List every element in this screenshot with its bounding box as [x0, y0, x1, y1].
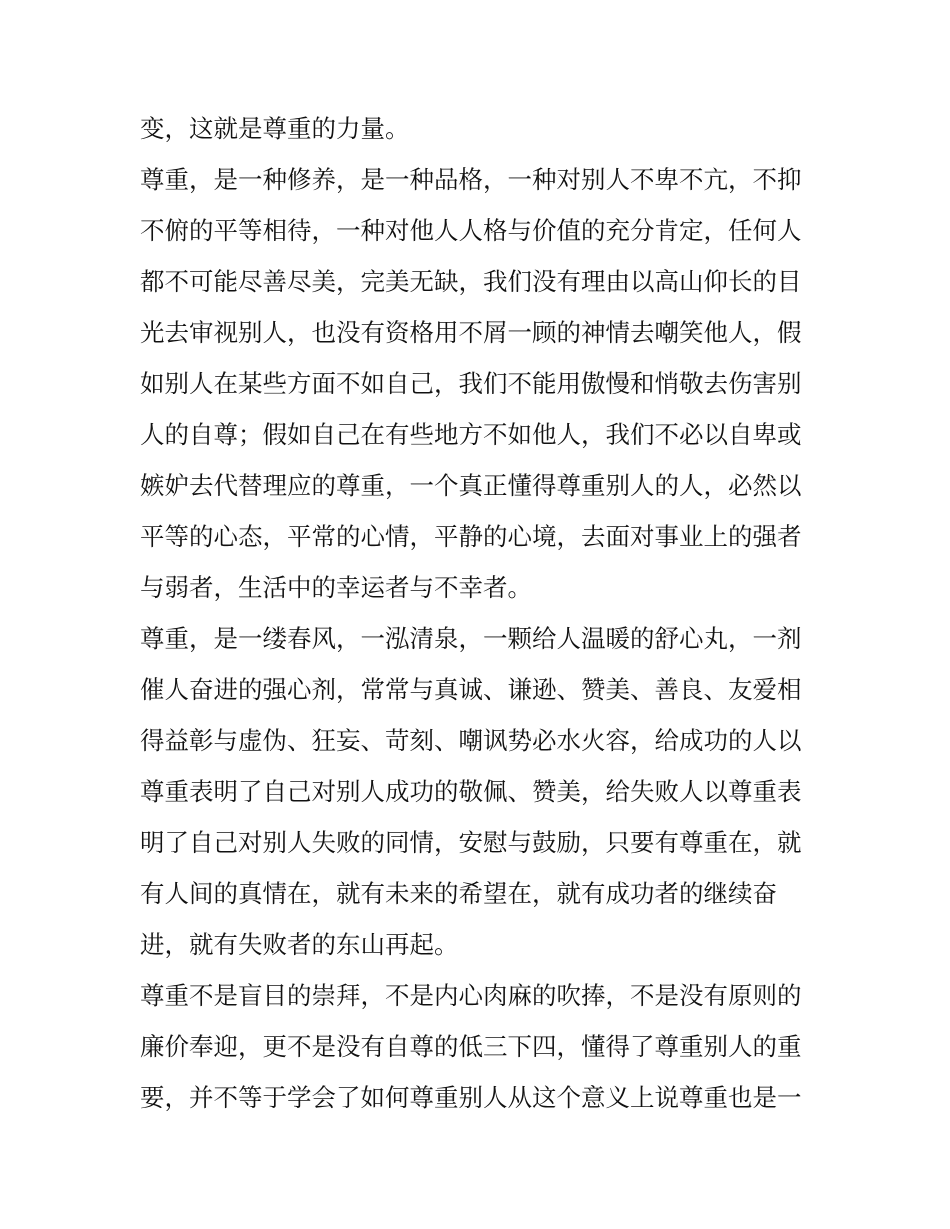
text-line: 得益彰与虚伪、狂妄、苛刻、嘲讽势必水火容，给成功的人以	[140, 726, 802, 755]
text-line: 如别人在某些方面不如自己，我们不能用傲慢和悄敬去伤害别	[140, 369, 802, 398]
text-line: 人的自尊；假如自己在有些地方不如他人，我们不必以自卑或	[140, 420, 802, 449]
document-body-text	[140, 103, 820, 1123]
text-line: 明了自己对别人失败的同情，安慰与鼓励，只要有尊重在，就	[140, 828, 802, 857]
text-line: 平等的心态，平常的心情，平静的心境，去面对事业上的强者	[140, 522, 802, 551]
text-line: 光去审视别人，也没有资格用不屑一顾的神情去嘲笑他人，假	[140, 318, 802, 347]
text-line: 有人间的真情在，就有未来的希望在，就有成功者的继续奋	[140, 879, 777, 908]
text-line: 廉价奉迎，更不是没有自尊的低三下四，懂得了尊重别人的重	[140, 1032, 802, 1061]
text-line: 尊重，是一缕春风，一泓清泉，一颗给人温暖的舒心丸，一剂	[140, 624, 802, 653]
text-line: 催人奋进的强心剂，常常与真诚、谦逊、赞美、善良、友爱相	[140, 675, 802, 704]
text-line: 嫉妒去代替理应的尊重，一个真正懂得尊重别人的人，必然以	[140, 471, 802, 500]
text-line: 与弱者，生活中的幸运者与不幸者。	[140, 573, 532, 602]
text-line: 要，并不等于学会了如何尊重别人从这个意义上说尊重也是一	[140, 1083, 802, 1112]
text-line: 尊重，是一种修养，是一种品格，一种对别人不卑不亢，不抑	[140, 165, 802, 194]
text-line: 都不可能尽善尽美，完美无缺，我们没有理由以高山仰长的目	[140, 267, 802, 296]
text-line: 变，这就是尊重的力量。	[140, 114, 410, 143]
text-line: 进，就有失败者的东山再起。	[140, 930, 459, 959]
text-line: 尊重不是盲目的崇拜，不是内心肉麻的吹捧，不是没有原则的	[140, 981, 802, 1010]
text-line: 不俯的平等相待，一种对他人人格与价值的充分肯定，任何人	[140, 216, 802, 245]
text-line: 尊重表明了自己对别人成功的敬佩、赞美，给失败人以尊重表	[140, 777, 802, 806]
